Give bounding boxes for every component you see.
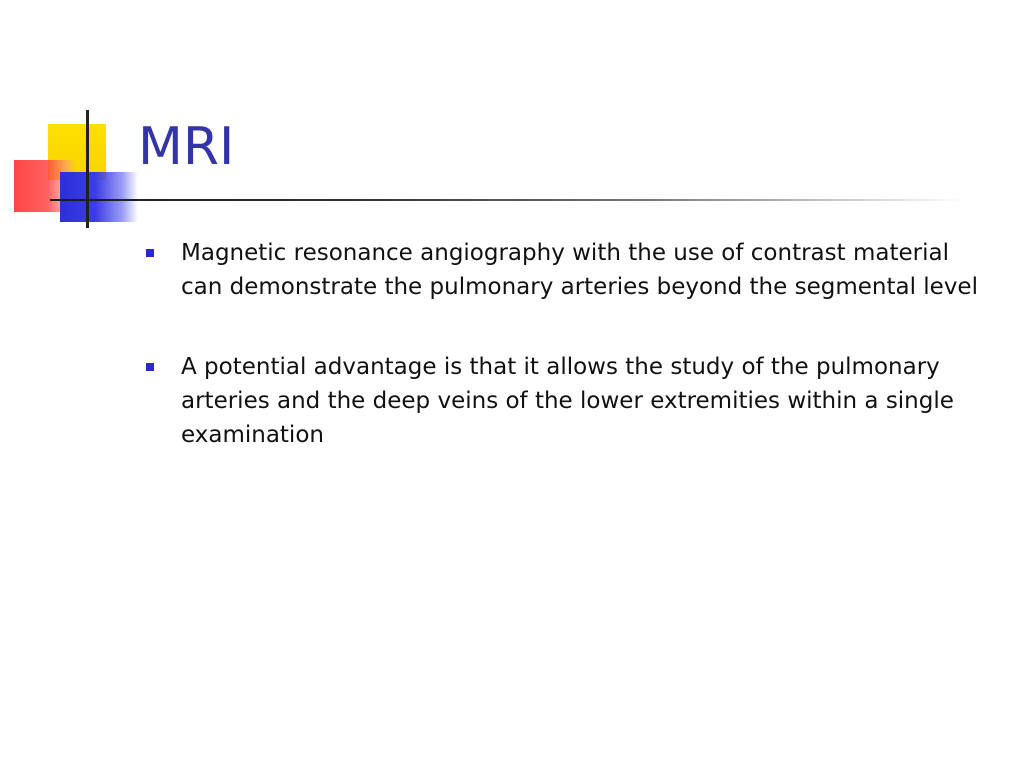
square-bullet-icon bbox=[146, 363, 154, 371]
blue-square-decoration bbox=[60, 172, 138, 222]
square-bullet-icon bbox=[146, 249, 154, 257]
bullet-text: Magnetic resonance angiography with the use of contrast material can demonstrate the pulmonary arteries beyond the segmental level bbox=[181, 240, 978, 300]
bullet-list bbox=[146, 236, 986, 498]
slide-title: MRI bbox=[138, 117, 235, 177]
vertical-line-decoration bbox=[86, 110, 89, 228]
bullet-item bbox=[146, 236, 986, 304]
title-underline bbox=[50, 199, 965, 201]
bullet-item bbox=[146, 350, 986, 452]
bullet-text: A potential advantage is that it allows the study of the pulmonary arteries and the deep veins of the lower extremities within a single examination bbox=[181, 354, 954, 448]
